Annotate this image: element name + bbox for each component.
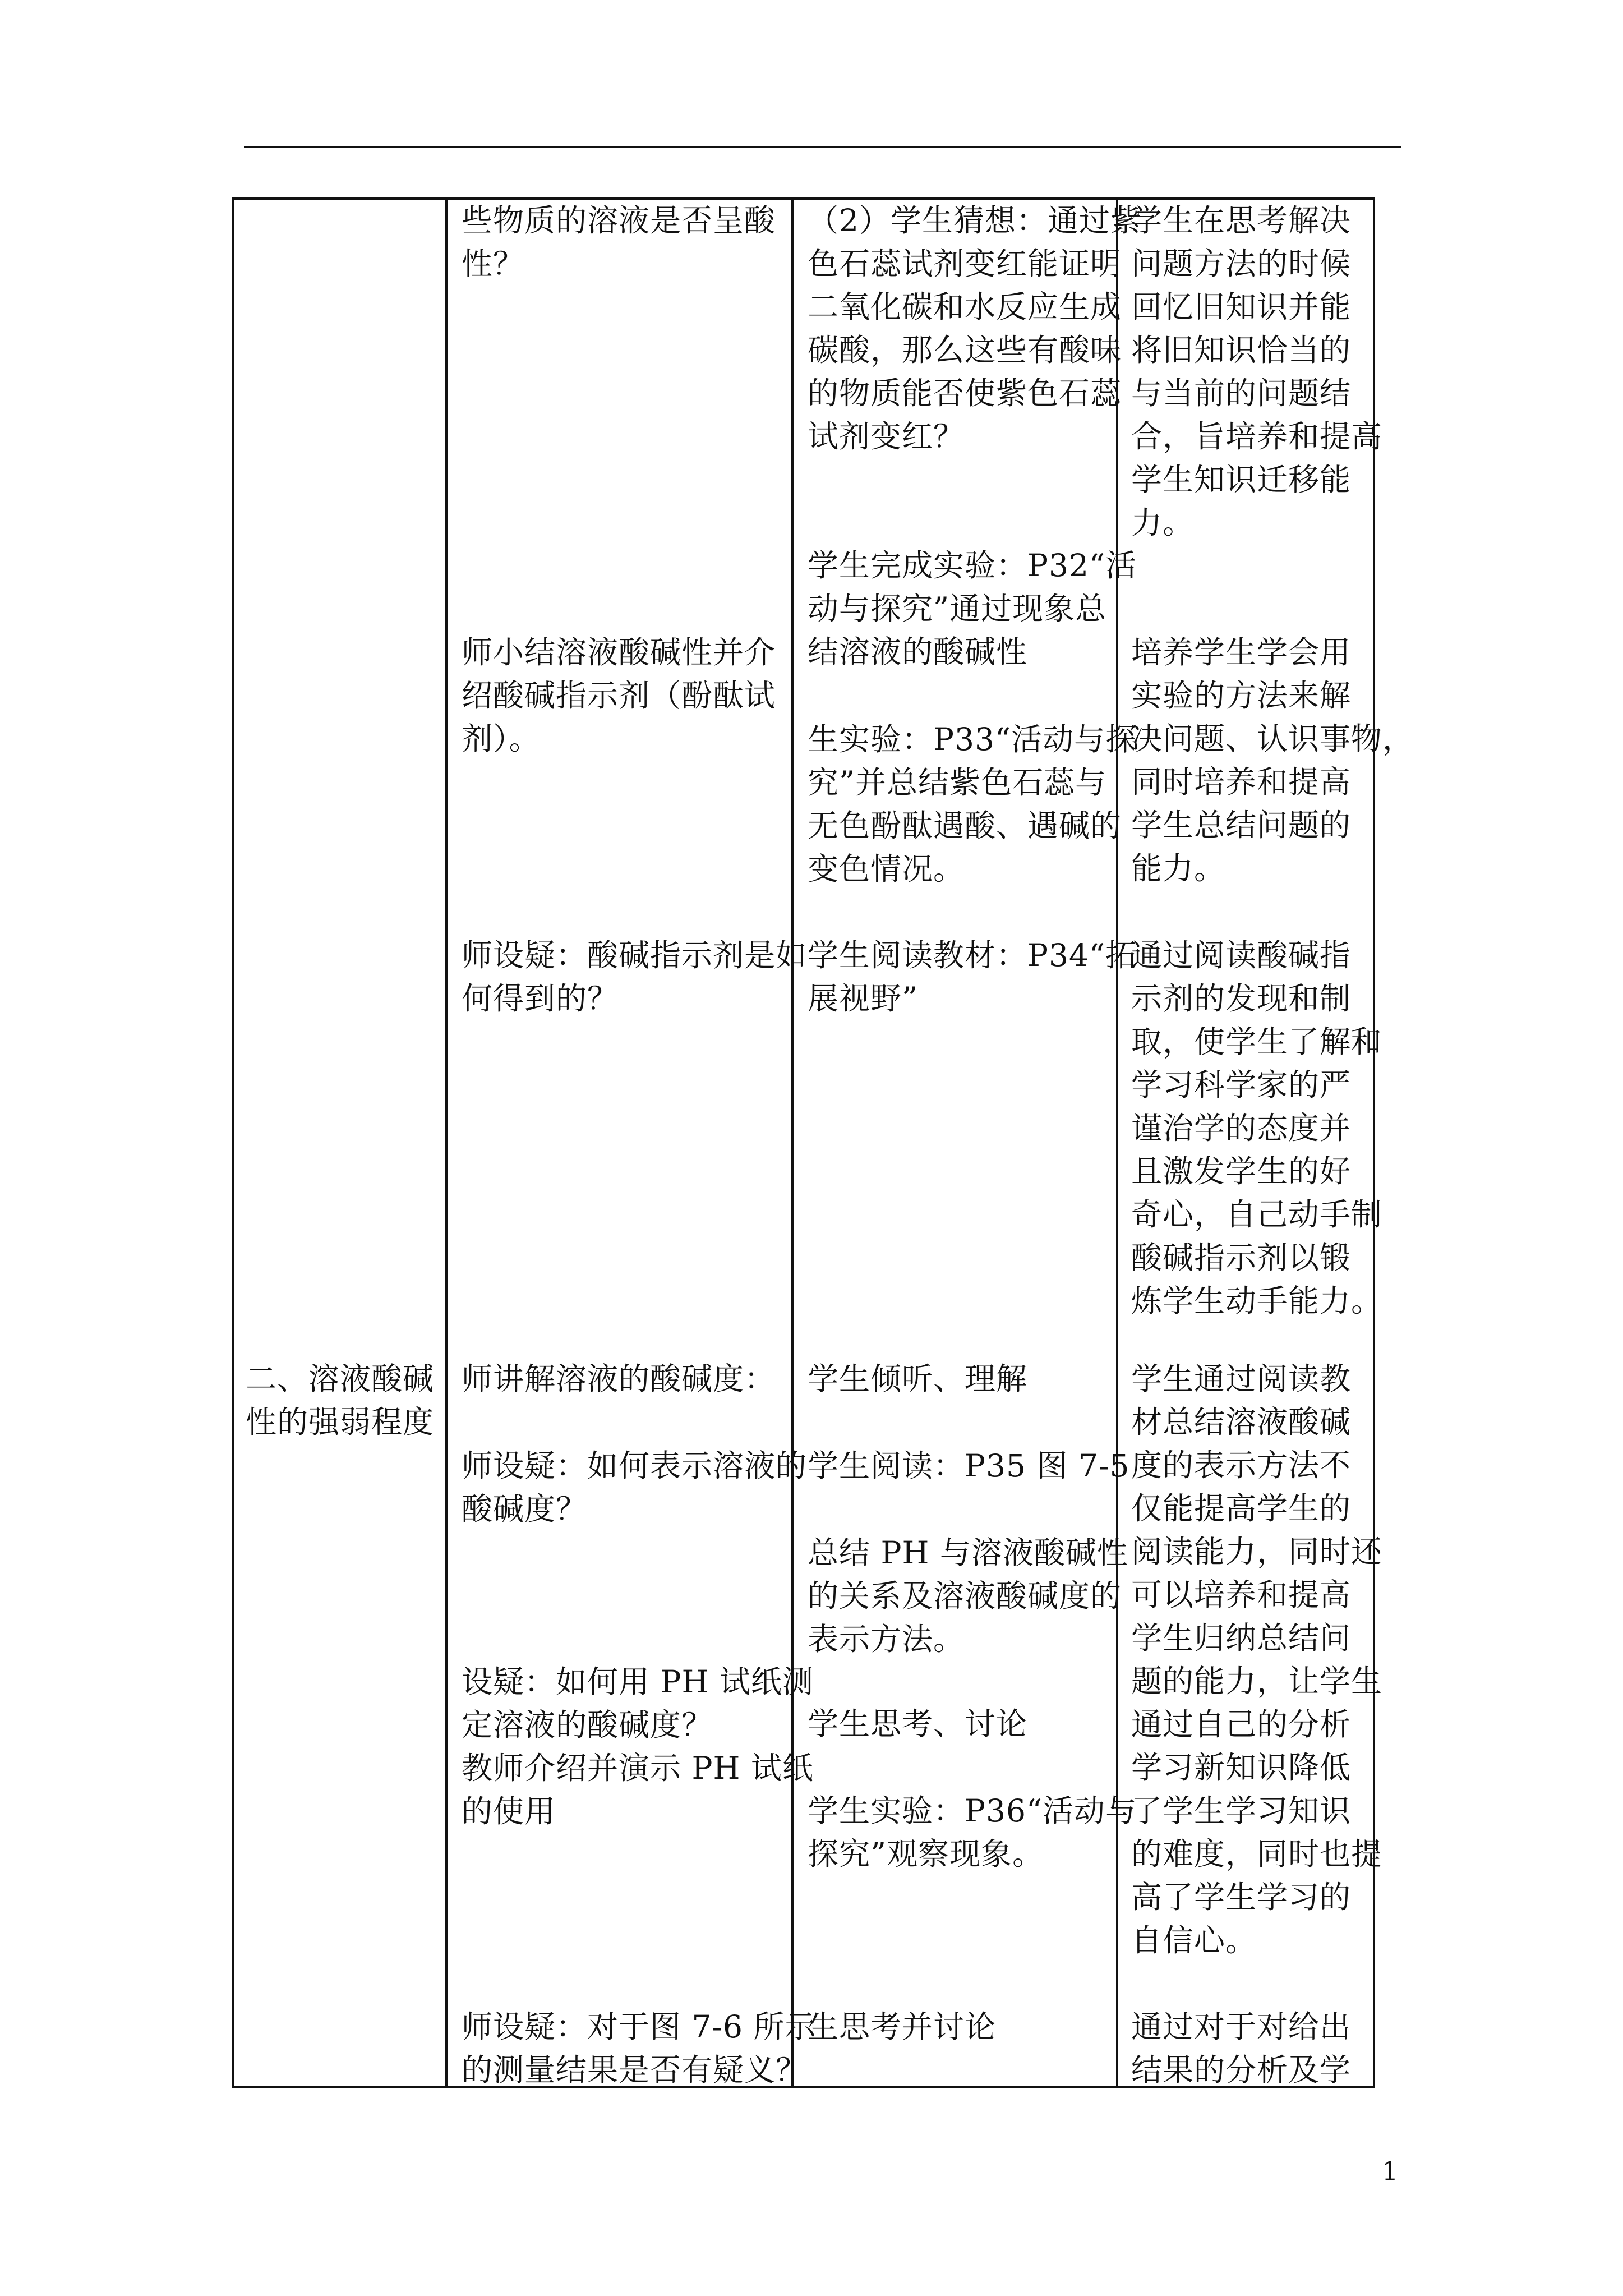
student-cell bbox=[808, 1531, 1128, 1661]
cell-line: 问题方法的时候 bbox=[1131, 246, 1352, 282]
student-cell bbox=[808, 1444, 1130, 1488]
cell-line: 定溶液的酸碱度？ bbox=[462, 1707, 713, 1743]
cell-line: 决问题、认识事物， bbox=[1131, 721, 1414, 757]
cell-line: 学生实验：P36“活动与 bbox=[808, 1793, 1137, 1829]
cell-line: 了学生学习知识 bbox=[1131, 1793, 1352, 1829]
cell-line: 总结 PH 与溶液酸碱性 bbox=[808, 1535, 1128, 1571]
cell-line: 且激发学生的好 bbox=[1131, 1153, 1352, 1189]
cell-line: 学生倾听、理解 bbox=[808, 1361, 1028, 1397]
student-cell bbox=[808, 1789, 1137, 1876]
student-cell bbox=[808, 2005, 996, 2049]
cell-line: 培养学生学会用 bbox=[1131, 634, 1352, 670]
intent-cell bbox=[1131, 631, 1414, 890]
cell-line: 的难度，同时也提 bbox=[1131, 1836, 1383, 1872]
teacher-cell bbox=[462, 2005, 817, 2092]
teacher-cell bbox=[462, 1358, 776, 1401]
cell-line: 师设疑：对于图 7-6 所示 bbox=[462, 2009, 817, 2045]
teacher-cell bbox=[462, 199, 776, 286]
cell-line: 实验的方法来解 bbox=[1131, 678, 1352, 714]
column-divider bbox=[445, 200, 448, 2086]
cell-line: 通过自己的分析 bbox=[1131, 1706, 1352, 1742]
cell-line: （2）学生猜想：通过紫 bbox=[808, 203, 1142, 238]
cell-line: 自信心。 bbox=[1131, 1922, 1257, 1958]
cell-line: 性？ bbox=[462, 246, 525, 282]
cell-line: 试剂变红？ bbox=[808, 418, 965, 454]
cell-line: 生实验：P33“活动与探 bbox=[808, 721, 1137, 757]
cell-line: 谨治学的态度并 bbox=[1131, 1110, 1352, 1146]
cell-line: 变色情况。 bbox=[808, 851, 965, 887]
cell-line: 酸碱指示剂以锻 bbox=[1131, 1240, 1352, 1276]
cell-line: 无色酚酞遇酸、遇碱的 bbox=[808, 808, 1122, 844]
header-rule bbox=[244, 146, 1401, 148]
intent-cell bbox=[1131, 934, 1382, 1323]
cell-line: 生思考并讨论 bbox=[808, 2009, 997, 2045]
cell-line: 酸碱度？ bbox=[462, 1491, 588, 1527]
cell-line: 展视野” bbox=[808, 981, 919, 1016]
cell-line: 何得到的？ bbox=[462, 981, 619, 1016]
stage-cell bbox=[246, 1358, 434, 1444]
cell-line: 取，使学生了解和 bbox=[1131, 1024, 1383, 1060]
cell-line: 结溶液的酸碱性 bbox=[808, 634, 1028, 670]
cell-line: 示剂的发现和制 bbox=[1131, 981, 1352, 1016]
page-number: 1 bbox=[1382, 2156, 1399, 2186]
student-cell bbox=[808, 1703, 1027, 1746]
cell-line: 高了学生学习的 bbox=[1131, 1879, 1352, 1915]
cell-line: 学生总结问题的 bbox=[1131, 807, 1352, 843]
cell-line: 学生在思考解决 bbox=[1131, 203, 1352, 238]
cell-line: 师设疑：如何表示溶液的 bbox=[462, 1448, 808, 1484]
cell-line: 的物质能否使紫色石蕊 bbox=[808, 375, 1122, 411]
cell-line: 教师介绍并演示 PH 试纸 bbox=[462, 1750, 814, 1786]
cell-line: 的使用 bbox=[462, 1793, 556, 1829]
cell-line: 力。 bbox=[1131, 505, 1195, 541]
cell-line: 合，旨培养和提高 bbox=[1131, 418, 1383, 454]
cell-line: 与当前的问题结 bbox=[1131, 375, 1352, 411]
cell-line: 奇心，自己动手制 bbox=[1131, 1197, 1383, 1232]
cell-line: 通过阅读酸碱指 bbox=[1131, 937, 1352, 973]
cell-line: 学生完成实验：P32“活 bbox=[808, 547, 1137, 583]
student-cell bbox=[808, 544, 1137, 674]
cell-line: 设疑：如何用 PH 试纸测 bbox=[462, 1664, 814, 1700]
cell-line: 学生归纳总结问 bbox=[1131, 1620, 1352, 1656]
student-cell bbox=[808, 718, 1137, 891]
cell-line: 学生知识迁移能 bbox=[1131, 462, 1352, 498]
cell-line: 阅读能力，同时还 bbox=[1131, 1534, 1383, 1570]
cell-line: 学习新知识降低 bbox=[1131, 1750, 1352, 1786]
cell-line: 究”并总结紫色石蕊与 bbox=[808, 765, 1107, 800]
cell-line: 学生通过阅读教 bbox=[1131, 1361, 1352, 1397]
intent-cell bbox=[1131, 199, 1382, 545]
cell-line: 学生阅读：P35 图 7-5 bbox=[808, 1448, 1130, 1484]
teacher-cell bbox=[462, 934, 807, 1020]
cell-line: 可以培养和提高 bbox=[1131, 1577, 1352, 1613]
cell-line: 二氧化碳和水反应生成 bbox=[808, 289, 1122, 325]
cell-line: 将旧知识恰当的 bbox=[1131, 332, 1352, 368]
cell-line: 师设疑：酸碱指示剂是如 bbox=[462, 937, 808, 973]
cell-line: 表示方法。 bbox=[808, 1621, 965, 1657]
cell-line: 的测量结果是否有疑义？ bbox=[462, 2052, 808, 2088]
cell-line: 能力。 bbox=[1131, 850, 1226, 886]
cell-line: 动与探究”通过现象总 bbox=[808, 591, 1107, 627]
cell-line: 师讲解溶液的酸碱度： bbox=[462, 1361, 776, 1397]
cell-line: 度的表示方法不 bbox=[1131, 1447, 1352, 1483]
cell-line: 色石蕊试剂变红能证明 bbox=[808, 246, 1122, 282]
cell-line: 的关系及溶液酸碱度的 bbox=[808, 1578, 1122, 1614]
cell-line: 同时培养和提高 bbox=[1131, 764, 1352, 800]
cell-line: 材总结溶液酸碱 bbox=[1131, 1404, 1352, 1440]
intent-cell bbox=[1131, 1358, 1382, 1962]
cell-line: 学生阅读教材：P34“拓 bbox=[808, 937, 1137, 973]
cell-line: 题的能力，让学生 bbox=[1131, 1663, 1383, 1699]
cell-line: 仅能提高学生的 bbox=[1131, 1490, 1352, 1526]
student-cell bbox=[808, 934, 1137, 1020]
intent-cell bbox=[1131, 2005, 1351, 2092]
cell-line: 学生思考、讨论 bbox=[808, 1706, 1028, 1742]
cell-line: 通过对于对给出 bbox=[1131, 2009, 1352, 2045]
teacher-cell bbox=[462, 1444, 807, 1531]
cell-line: 回忆旧知识并能 bbox=[1131, 289, 1352, 325]
cell-line: 二、溶液酸碱 bbox=[246, 1361, 435, 1397]
cell-line: 剂）。 bbox=[462, 721, 541, 757]
cell-line: 学习科学家的严 bbox=[1131, 1067, 1352, 1103]
cell-line: 性的强弱程度 bbox=[246, 1404, 435, 1440]
cell-line: 些物质的溶液是否呈酸 bbox=[462, 203, 776, 238]
cell-line: 绍酸碱指示剂（酚酞试 bbox=[462, 678, 776, 714]
student-cell bbox=[808, 1358, 1027, 1401]
cell-line: 碳酸，那么这些有酸味 bbox=[808, 332, 1122, 368]
teacher-cell bbox=[462, 631, 776, 761]
cell-line: 师小结溶液酸碱性并介 bbox=[462, 634, 776, 670]
teacher-cell bbox=[462, 1660, 814, 1833]
cell-line: 炼学生动手能力。 bbox=[1131, 1283, 1383, 1319]
cell-line: 结果的分析及学 bbox=[1131, 2052, 1352, 2088]
cell-line: 探究”观察现象。 bbox=[808, 1836, 1044, 1872]
student-cell bbox=[808, 199, 1142, 458]
